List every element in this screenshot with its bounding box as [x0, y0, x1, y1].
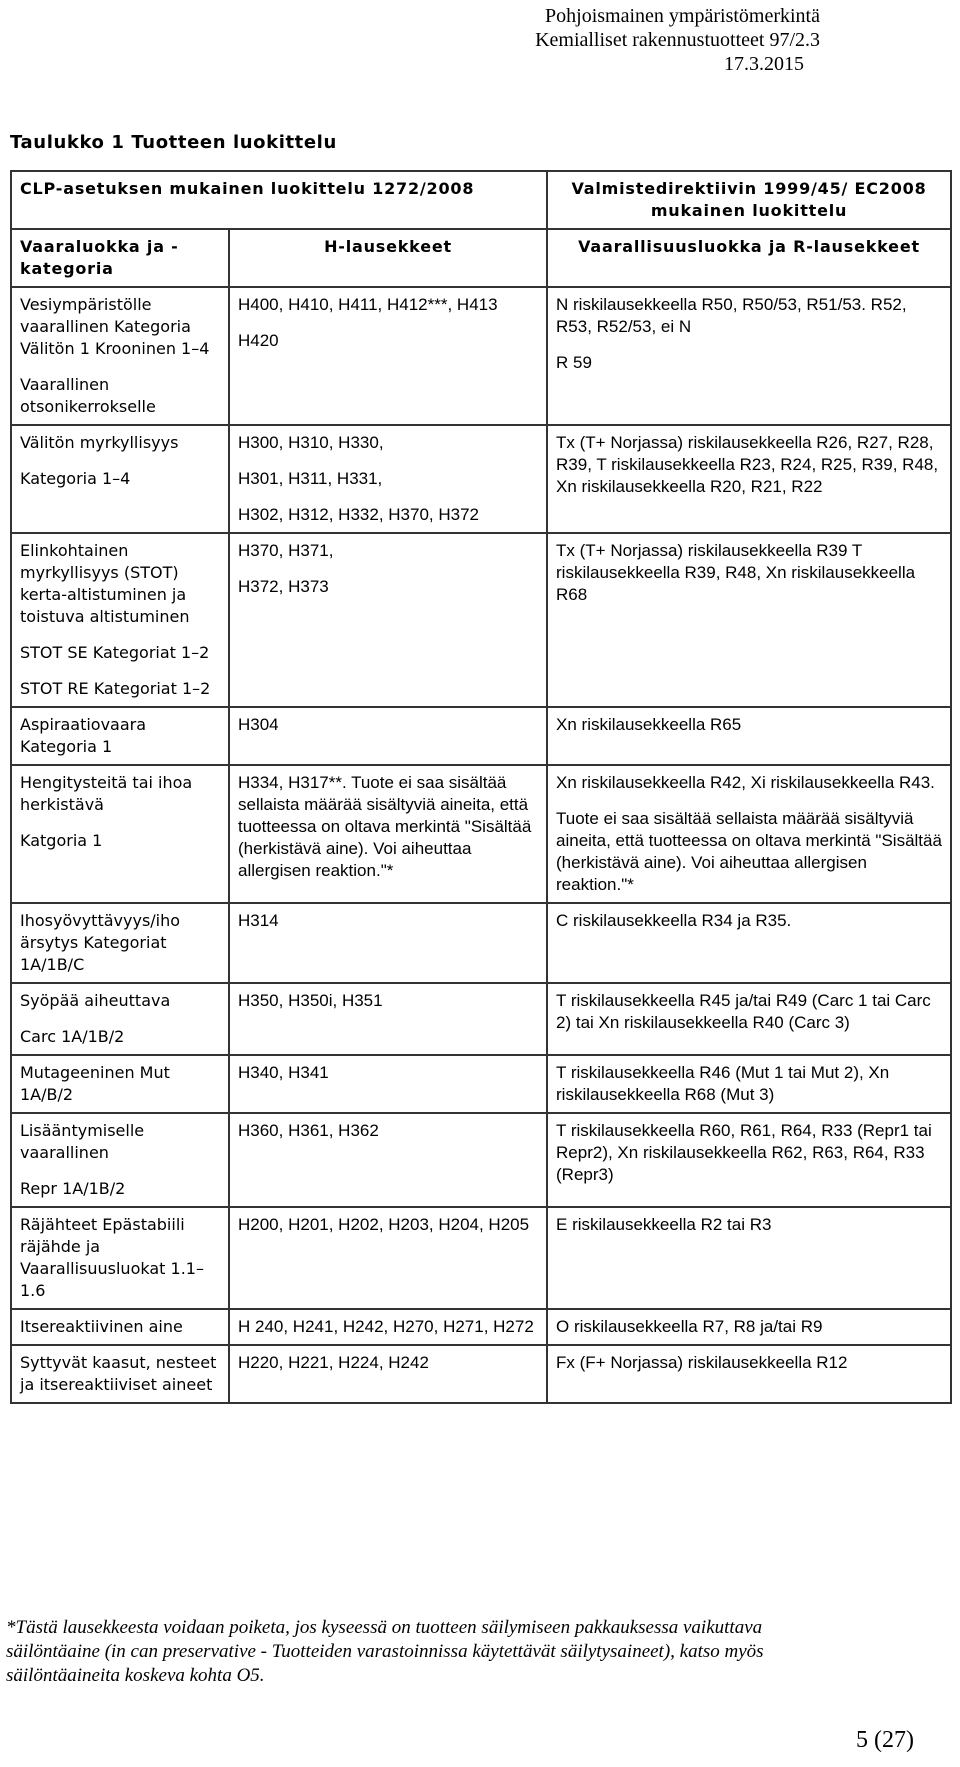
cell-text: Katgoria 1 — [20, 831, 103, 850]
r-phrases-cell — [547, 1345, 951, 1403]
cell-text: Syttyvät kaasut, nesteet ja itsereaktiiviset aineet — [20, 1353, 217, 1394]
cell-text: Itsereaktiivinen aine — [20, 1317, 183, 1336]
cell-text: Tx (T+ Norjassa) riskilausekkeella R39 T riskilausekkeella R39, R48, Xn riskilausekkeella R68 — [556, 541, 916, 604]
cell-text: H372, H373 — [238, 577, 329, 596]
h-statements-cell — [229, 765, 547, 903]
cell-text: H314 — [238, 911, 279, 930]
cell-text: Aspiraatiovaara Kategoria 1 — [20, 715, 147, 756]
cell-text: Xn riskilausekkeella R42, Xi riskilausekkeella R43. — [556, 773, 935, 792]
table-row — [11, 903, 951, 983]
h-statements-cell — [229, 903, 547, 983]
r-phrases-cell — [547, 1113, 951, 1207]
cell-text: Ihosyövyttävyys/iho ärsytys Kategoriat 1A/1B/C — [20, 911, 181, 974]
header-program: Pohjoismainen ympäristömerkintä — [545, 5, 820, 27]
h-statements-cell — [229, 287, 547, 425]
hazard-class-cell — [11, 1309, 229, 1345]
header-date: 17.3.2015 — [724, 53, 804, 75]
h-statements-cell — [229, 1113, 547, 1207]
cell-text: Tx (T+ Norjassa) riskilausekkeella R26, R27, R28, R39, T riskilausekkeella R23, R24, R25, R39, R48, Xn riskilausekkeella R20, R21, R22 — [556, 433, 939, 496]
cell-text: H360, H361, H362 — [238, 1121, 379, 1140]
table-row — [11, 707, 951, 765]
cell-text: Kategoria 1–4 — [20, 469, 131, 488]
cell-text: H200, H201, H202, H203, H204, H205 — [238, 1215, 530, 1234]
cell-text: E riskilausekkeella R2 tai R3 — [556, 1215, 772, 1234]
table-row — [11, 1055, 951, 1113]
table-row — [11, 533, 951, 707]
cell-text: C riskilausekkeella R34 ja R35. — [556, 911, 792, 930]
table-header-row-1 — [11, 171, 951, 229]
r-phrases-cell — [547, 533, 951, 707]
cell-text: STOT RE Kategoriat 1–2 — [20, 679, 211, 698]
hazard-class-cell — [11, 707, 229, 765]
cell-text: Välitön myrkyllisyys — [20, 433, 179, 452]
cell-text: H304 — [238, 715, 279, 734]
table-row — [11, 1345, 951, 1403]
cell-text: T riskilausekkeella R60, R61, R64, R33 (Repr1 tai Repr2), Xn riskilausekkeella R62, R63, R64, R33 (Repr3) — [556, 1121, 932, 1184]
cell-text: Tuote ei saa sisältää sellaista määrää sisältyviä aineita, että tuotteessa on oltava merkintä "Sisältää (herkistävä aine). Voi aiheuttaa allergisen reaktion."* — [556, 809, 942, 894]
table-row — [11, 765, 951, 903]
cell-text: H370, H371, — [238, 541, 334, 560]
cell-text: T riskilausekkeella R45 ja/tai R49 (Carc 1 tai Carc 2) tai Xn riskilausekkeella R40 (Carc 3) — [556, 991, 931, 1032]
cell-text: Fx (F+ Norjassa) riskilausekkeella R12 — [556, 1353, 848, 1372]
cell-text: H301, H311, H331, — [238, 469, 383, 488]
cell-text: H302, H312, H332, H370, H372 — [238, 505, 479, 524]
cell-text: N riskilausekkeella R50, R50/53, R51/53. R52, R53, R52/53, ei N — [556, 295, 907, 336]
h-statements-cell — [229, 707, 547, 765]
table-title: Taulukko 1 Tuotteen luokittelu — [10, 132, 337, 153]
table-row — [11, 287, 951, 425]
cell-text: Lisääntymiselle vaarallinen — [20, 1121, 145, 1162]
r-phrases-cell — [547, 765, 951, 903]
directive-header: Valmistedirektiivin 1999/45/ EC2008 mukainen luokittelu — [547, 171, 951, 229]
hazard-class-cell — [11, 425, 229, 533]
table-row — [11, 425, 951, 533]
hazard-class-cell — [11, 1113, 229, 1207]
cell-text: Mutageeninen Mut 1A/B/2 — [20, 1063, 170, 1104]
h-statements-cell — [229, 425, 547, 533]
hazard-class-cell — [11, 1207, 229, 1309]
hazard-class-cell — [11, 533, 229, 707]
hazard-class-cell — [11, 1345, 229, 1403]
hazard-class-cell — [11, 903, 229, 983]
cell-text: H340, H341 — [238, 1063, 329, 1082]
cell-text: R 59 — [556, 353, 592, 372]
cell-text: Vesiympäristölle vaarallinen Kategoria Välitön 1 Krooninen 1–4 — [20, 295, 210, 358]
header-document-version: Kemialliset rakennustuotteet 97/2.3 — [535, 29, 820, 51]
r-phrases-cell — [547, 983, 951, 1055]
hazard-class-cell — [11, 765, 229, 903]
cell-text: H220, H221, H224, H242 — [238, 1353, 429, 1372]
cell-text: H 240, H241, H242, H270, H271, H272 — [238, 1317, 534, 1336]
h-statements-cell — [229, 983, 547, 1055]
h-statements-cell — [229, 1055, 547, 1113]
r-phrases-cell — [547, 1055, 951, 1113]
r-phrases-cell — [547, 1309, 951, 1345]
cell-text: Elinkohtainen myrkyllisyys (STOT) kerta-altistuminen ja toistuva altistuminen — [20, 541, 190, 626]
h-statements-cell — [229, 1309, 547, 1345]
hazard-class-cell — [11, 287, 229, 425]
table-row — [11, 1113, 951, 1207]
hazard-class-cell — [11, 983, 229, 1055]
cell-text: Repr 1A/1B/2 — [20, 1179, 126, 1198]
r-phrases-cell — [547, 903, 951, 983]
cell-text: H400, H410, H411, H412***, H413 — [238, 295, 498, 314]
cell-text: T riskilausekkeella R46 (Mut 1 tai Mut 2), Xn riskilausekkeella R68 (Mut 3) — [556, 1063, 890, 1104]
cell-text: Vaarallinen otsonikerrokselle — [20, 375, 156, 416]
h-statements-header: H-lausekkeet — [229, 229, 547, 287]
cell-text: Hengitysteitä tai ihoa herkistävä — [20, 773, 193, 814]
cell-text: Räjähteet Epästabiili räjähde ja Vaarallisuusluokat 1.1–1.6 — [20, 1215, 204, 1300]
r-phrases-cell — [547, 287, 951, 425]
cell-text: STOT SE Kategoriat 1–2 — [20, 643, 210, 662]
hazard-class-cell — [11, 1055, 229, 1113]
cell-text: Syöpää aiheuttava — [20, 991, 171, 1010]
h-statements-cell — [229, 533, 547, 707]
cell-text: H300, H310, H330, — [238, 433, 384, 452]
cell-text: Xn riskilausekkeella R65 — [556, 715, 742, 734]
table-row — [11, 1309, 951, 1345]
r-phrases-header: Vaarallisuusluokka ja R-lausekkeet — [547, 229, 951, 287]
cell-text: H350, H350i, H351 — [238, 991, 383, 1010]
cell-text: O riskilausekkeella R7, R8 ja/tai R9 — [556, 1317, 823, 1336]
document-header — [0, 4, 820, 76]
h-statements-cell — [229, 1207, 547, 1309]
page-number: 5 (27) — [856, 1727, 914, 1753]
hazard-class-header: Vaaraluokka ja - kategoria — [11, 229, 229, 287]
cell-text: Carc 1A/1B/2 — [20, 1027, 125, 1046]
classification-table — [10, 170, 952, 1404]
table-row — [11, 1207, 951, 1309]
cell-text: H334, H317**. Tuote ei saa sisältää sellaista määrää sisältyviä aineita, että tuotteessa on oltava merkintä "Sisältää (herkistävä aine). Voi aiheuttaa allergisen reaktion."* — [238, 773, 532, 880]
r-phrases-cell — [547, 707, 951, 765]
cell-text: H420 — [238, 331, 279, 350]
footnote: *Tästä lausekkeesta voidaan poiketa, jos kyseessä on tuotteen säilymiseen pakkauksessa vaikuttava säilöntäaine (in can preservative - Tuotteiden varastoinnissa käytettävät säilytysaineet), katso myös säilöntäaineita koskeva kohta O5. — [6, 1617, 764, 1686]
h-statements-cell — [229, 1345, 547, 1403]
table-header-row-2 — [11, 229, 951, 287]
r-phrases-cell — [547, 425, 951, 533]
r-phrases-cell — [547, 1207, 951, 1309]
table-row — [11, 983, 951, 1055]
clp-header: CLP-asetuksen mukainen luokittelu 1272/2008 — [11, 171, 547, 229]
